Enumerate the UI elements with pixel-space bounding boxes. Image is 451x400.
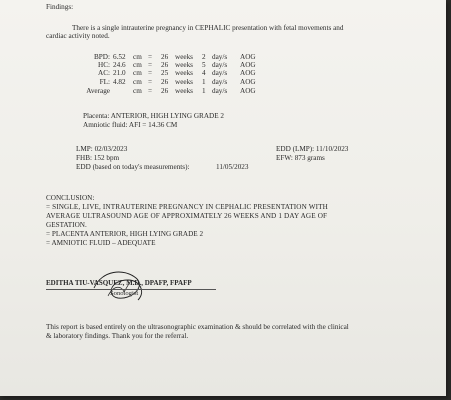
bio-aog: AOG xyxy=(240,69,256,77)
bio-aog: AOG xyxy=(240,87,256,95)
intro-line-2: cardiac activity noted. xyxy=(46,32,110,40)
bio-weeks: 26 xyxy=(161,78,169,86)
amniotic-fluid-line: Amniotic fluid: AFI = 14.36 CM xyxy=(83,121,178,129)
bio-equals: = xyxy=(148,53,153,61)
bio-unit: cm xyxy=(133,69,142,77)
bio-days-label: day/s xyxy=(212,78,228,86)
bio-unit: cm xyxy=(133,61,142,69)
bio-days: 2 xyxy=(202,53,206,61)
conclusion-line-2: AVERAGE ULTRASOUND AGE OF APPROXIMATELY 26 WEEKS AND 1 DAY AGE OF xyxy=(46,212,328,220)
bio-days: 1 xyxy=(202,78,206,86)
conclusion-line-3: GESTATION. xyxy=(46,221,87,229)
bio-weeks-label: weeks xyxy=(175,61,193,69)
bio-days: 4 xyxy=(202,69,206,77)
bio-aog: AOG xyxy=(240,53,256,61)
bio-days-label: day/s xyxy=(212,69,228,77)
bio-value: 21.0 xyxy=(113,69,126,77)
edd-lmp-line: EDD (LMP): 11/10/2023 xyxy=(276,145,349,153)
edd-measurement-label: EDD (based on today's measurements): xyxy=(76,163,190,171)
findings-heading: Findings: xyxy=(46,3,74,11)
bio-label: HC: xyxy=(98,61,110,69)
signatory-title: Sonologist xyxy=(110,290,139,297)
bio-label: BPD: xyxy=(94,53,110,61)
bio-value: 4.82 xyxy=(113,78,126,86)
bio-weeks: 26 xyxy=(161,53,169,61)
conclusion-heading: CONCLUSION: xyxy=(46,194,95,202)
bio-label: FL: xyxy=(99,78,110,86)
bio-label: AC: xyxy=(98,69,110,77)
bio-unit: cm xyxy=(133,78,142,86)
placenta-line: Placenta: ANTERIOR, HIGH LYING GRADE 2 xyxy=(83,112,225,120)
bio-days-label: day/s xyxy=(212,87,228,95)
bio-weeks-label: weeks xyxy=(175,69,193,77)
bio-unit: cm xyxy=(133,87,142,95)
bio-label: Average xyxy=(86,87,110,95)
bio-weeks: 25 xyxy=(161,69,169,77)
bio-value: 24.6 xyxy=(113,61,126,69)
conclusion-line-1: = SINGLE, LIVE, INTRAUTERINE PREGNANCY IN CEPHALIC PRESENTATION WITH xyxy=(46,203,328,211)
edd-measurement-value: 11/05/2023 xyxy=(216,163,249,171)
bio-equals: = xyxy=(148,61,153,69)
intro-line-1: There is a single intrauterine pregnancy in CEPHALIC presentation with fetal movements and xyxy=(72,24,344,32)
bio-days-label: day/s xyxy=(212,61,228,69)
conclusion-line-4: = PLACENTA ANTERIOR, HIGH LYING GRADE 2 xyxy=(46,230,204,238)
bio-value: 6.52 xyxy=(113,53,126,61)
signatory-name: EDITHA TIU-VASQUEZ, M.D., DPAFP, FPAFP xyxy=(46,279,192,287)
bio-aog: AOG xyxy=(240,78,256,86)
bio-weeks-label: weeks xyxy=(175,78,193,86)
bio-unit: cm xyxy=(133,53,142,61)
bio-aog: AOG xyxy=(240,61,256,69)
bio-weeks: 26 xyxy=(161,87,169,95)
footer-line-2: & laboratory findings. Thank you for the referral. xyxy=(46,332,189,340)
bio-weeks-label: weeks xyxy=(175,53,193,61)
bio-days: 1 xyxy=(202,87,206,95)
bio-equals: = xyxy=(148,87,153,95)
footer-line-1: This report is based entirely on the ultrasonographic examination & should be correlated with the clinical xyxy=(46,323,349,331)
bio-weeks-label: weeks xyxy=(175,87,193,95)
lmp-line: LMP: 02/03/2023 xyxy=(76,145,128,153)
bio-equals: = xyxy=(148,69,153,77)
bio-equals: = xyxy=(148,78,153,86)
bio-days: 5 xyxy=(202,61,206,69)
fhb-line: FHB: 152 bpm xyxy=(76,154,120,162)
bio-weeks: 26 xyxy=(161,61,169,69)
bio-days-label: day/s xyxy=(212,53,228,61)
efw-line: EFW: 873 grams xyxy=(276,154,325,162)
conclusion-line-5: = AMNIOTIC FLUID – ADEQUATE xyxy=(46,239,156,247)
